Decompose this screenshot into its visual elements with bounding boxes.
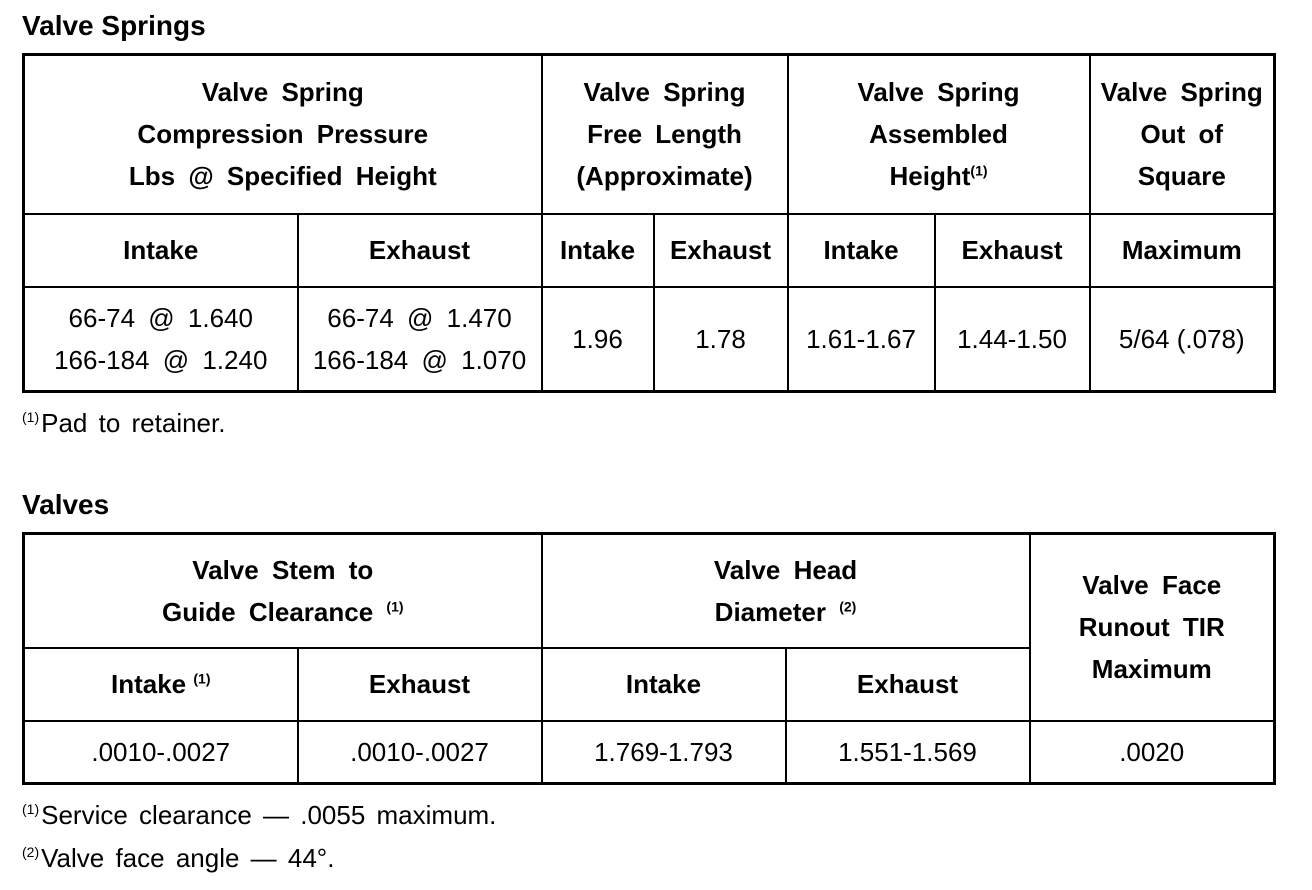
cell-compression-exhaust: 66-74 @ 1.470 166-184 @ 1.070 — [298, 287, 542, 392]
subheader-exhaust: Exhaust — [786, 648, 1030, 721]
subheader-intake: Intake — [542, 648, 786, 721]
footnote-ref: (1) — [193, 670, 211, 687]
cell-compression-intake: 66-74 @ 1.640 166-184 @ 1.240 — [24, 287, 298, 392]
header-head-diameter: Valve Head Diameter $^{(2)}$ — [542, 534, 1030, 648]
cell-out-of-square-max: 5/64 (.078) — [1090, 287, 1275, 392]
header-stem-guide-clearance: Valve Stem to Guide Clearance $^{(1)}$ — [24, 534, 542, 648]
footnote-marker: (2) — [22, 844, 40, 861]
cell-free-length-exhaust: 1.78 — [654, 287, 788, 392]
section-title-valve-springs: Valve Springs — [22, 10, 206, 41]
header-row — [24, 55, 1275, 214]
footnote-ref: (1) — [386, 598, 404, 615]
valve-springs-table — [22, 53, 1276, 393]
subheader-exhaust: Exhaust — [935, 214, 1090, 287]
data-row — [24, 287, 1275, 392]
subheader-exhaust: Exhaust — [298, 214, 542, 287]
footnote-ref: (1) — [970, 162, 988, 179]
header-out-of-square: Valve Spring Out of Square — [1090, 55, 1275, 214]
cell-stem-exhaust: .0010-.0027 — [298, 721, 542, 784]
cell-head-exhaust: 1.551-1.569 — [786, 721, 1030, 784]
subheader-row — [24, 214, 1275, 287]
subheader-intake: Intake — [542, 214, 654, 287]
cell-assembled-intake: 1.61-1.67 — [788, 287, 935, 392]
footnote-marker: (1) — [22, 801, 40, 818]
cell-assembled-exhaust: 1.44-1.50 — [935, 287, 1090, 392]
section-title-valves: Valves — [22, 489, 110, 520]
cell-runout-max: .0020 — [1030, 721, 1275, 784]
cell-free-length-intake: 1.96 — [542, 287, 654, 392]
subheader-intake: Intake — [24, 214, 298, 287]
footnote-pad-to-retainer: $^{(1)}$Pad to retainer. — [22, 408, 226, 438]
subheader-maximum: Maximum — [1090, 214, 1275, 287]
cell-head-intake: 1.769-1.793 — [542, 721, 786, 784]
subheader-exhaust: Exhaust — [654, 214, 788, 287]
footnote-marker: (1) — [22, 409, 40, 426]
data-row — [24, 721, 1275, 784]
valves-table — [22, 532, 1276, 785]
header-compression-pressure: Valve Spring Compression Pressure Lbs @ Specified Height — [24, 55, 542, 214]
footnote-face-angle: $^{(2)}$Valve face angle — 44°. — [22, 843, 335, 873]
subheader-intake: Intake — [788, 214, 935, 287]
header-face-runout: Valve Face Runout TIR Maximum — [1030, 534, 1275, 721]
header-free-length: Valve Spring Free Length (Approximate) — [542, 55, 788, 214]
subheader-exhaust: Exhaust — [298, 648, 542, 721]
header-assembled-height: Valve Spring Assembled Height$^{(1)}$ — [788, 55, 1090, 214]
header-row — [24, 534, 1275, 648]
subheader-intake: Intake $^{(1)}$ — [24, 648, 298, 721]
footnote-ref: (2) — [839, 598, 857, 615]
cell-stem-intake: .0010-.0027 — [24, 721, 298, 784]
footnote-service-clearance: $^{(1)}$Service clearance — .0055 maximum. — [22, 800, 497, 830]
